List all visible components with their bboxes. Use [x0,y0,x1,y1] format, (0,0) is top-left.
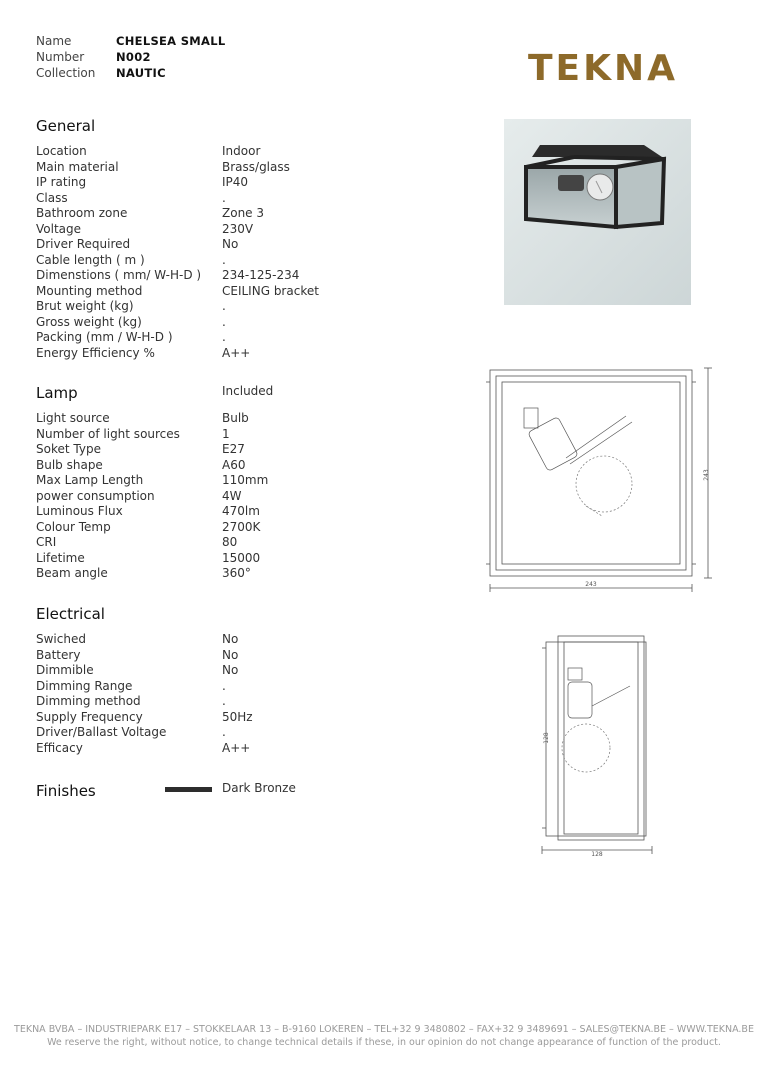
lamp-status: Included [222,384,274,398]
general-row-label: Dimenstions ( mm/ W-H-D ) [36,268,202,282]
general-row-value: Zone 3 [222,206,264,220]
general-row-value: No [222,237,239,251]
general-row-label: Packing (mm / W-H-D ) [36,330,173,344]
general-row-value: . [222,299,226,313]
electrical-row [36,710,336,726]
general-row-value: . [222,330,226,344]
dim-side-width: 128 [591,851,603,858]
lamp-row [36,504,336,520]
general-row [36,175,336,191]
electrical-row [36,648,336,664]
lamp-row-label: Soket Type [36,442,101,456]
lamp-row-value: 470lm [222,504,260,518]
lamp-row-value: 360° [222,566,251,580]
lamp-row-label: Luminous Flux [36,504,123,518]
electrical-row-label: Dimming Range [36,678,133,693]
lamp-row-value: 2700K [222,519,261,534]
lamp-row [36,473,336,489]
lamp-row-value: A60 [222,457,246,472]
general-row-label: Driver Required [36,237,131,251]
lamp-row-value: 110mm [222,473,269,487]
general-row-label: Brut weight (kg) [36,299,134,313]
collection-value: NAUTIC [116,66,166,80]
general-row [36,284,336,300]
electrical-row-value: No [222,647,239,662]
electrical-row-label: Driver/Ballast Voltage [36,725,167,739]
general-row [36,253,336,269]
general-row [36,206,336,222]
lamp-row-label: Bulb shape [36,457,103,472]
general-row-value: IP40 [222,175,249,189]
name-label: Name [36,34,72,48]
general-row [36,160,336,176]
lamp-row-label: Light source [36,411,110,425]
lamp-row-label: Colour Temp [36,519,111,534]
lamp-row [36,535,336,551]
lamp-row-label: power consumption [36,488,155,503]
dim-top-height: 243 [703,469,710,481]
electrical-row [36,725,336,741]
general-row-label: Class [36,190,68,205]
general-row [36,237,336,253]
electrical-row [36,632,336,648]
lamp-row-label: Max Lamp Length [36,473,144,487]
lamp-row [36,566,336,582]
general-row-label: Cable length ( m ) [36,252,145,267]
footer-disclaimer: We reserve the right, without notice, to change technical details if these, in our opinion do not change appearance of function of the product. [47,1037,721,1048]
general-row-value: 230V [222,221,254,236]
general-row-label: Bathroom zone [36,206,128,220]
footer-address: TEKNA BVBA – INDUSTRIEPARK E17 – STOKKELAAR 13 – B-9160 LOKEREN – TEL+32 9 3480802 – FAX+32 9 3489691 – SALES@TEKNA.BE – WWW.TEKNA.BE [14,1024,754,1035]
lamp-row [36,458,336,474]
general-row [36,191,336,207]
general-row-label: Main material [36,159,119,174]
electrical-row-label: Swiched [36,632,86,646]
lamp-row [36,551,336,567]
general-row-value: CEILING bracket [222,283,319,298]
general-row [36,330,336,346]
lamp-row [36,427,336,443]
general-row [36,315,336,331]
collection-label: Collection [36,66,96,80]
lamp-row-value: 15000 [222,550,261,565]
general-row-value: . [222,190,226,205]
general-row-label: Gross weight (kg) [36,314,142,329]
number-label: Number [36,50,85,64]
electrical-row-label: Dimmible [36,663,94,677]
name-value: CHELSEA SMALL [116,34,226,48]
lamp-row-value: 80 [222,535,238,549]
general-row-label: IP rating [36,175,87,189]
lamp-title: Lamp [36,384,78,402]
electrical-title: Electrical [36,605,105,623]
electrical-row-value: . [222,725,226,739]
electrical-row-label: Dimming method [36,694,141,708]
general-row-value: A++ [222,345,251,360]
finishes-title: Finishes [36,782,96,800]
lamp-row-value: Bulb [222,411,249,425]
lamp-row-value: E27 [222,442,245,456]
general-row-label: Location [36,144,87,158]
lamp-row-value: 1 [222,426,230,441]
general-row [36,222,336,238]
general-row-label: Energy Efficiency % [36,345,155,360]
general-row [36,299,336,315]
finish-swatch [165,787,212,792]
lamp-row-label: Lifetime [36,550,85,565]
general-row-value: . [222,314,226,329]
general-table [36,144,336,361]
general-row-value: . [222,252,226,267]
electrical-row-value: 50Hz [222,709,253,724]
electrical-row-value: . [222,678,226,693]
electrical-row-value: No [222,632,239,646]
general-row-value: 234-125-234 [222,268,300,282]
electrical-row-label: Efficacy [36,740,83,755]
general-row-label: Voltage [36,221,82,236]
general-row-value: Indoor [222,144,261,158]
electrical-row-value: . [222,694,226,708]
dim-side-height: 128 [543,732,550,744]
lamp-row-label: Number of light sources [36,426,180,441]
electrical-row [36,741,336,757]
side-view-drawing [538,628,656,862]
electrical-table [36,632,336,756]
lamp-table [36,411,336,582]
finish-value: Dark Bronze [222,781,296,795]
lamp-row-value: 4W [222,488,242,503]
general-row [36,268,336,284]
electrical-row-value: No [222,663,239,677]
general-row-value: Brass/glass [222,159,290,174]
electrical-row [36,694,336,710]
lamp-row [36,442,336,458]
lamp-row [36,520,336,536]
product-photo [504,119,691,305]
electrical-row [36,663,336,679]
general-row-label: Mounting method [36,283,143,298]
tekna-logo: TEKNA [528,48,679,89]
electrical-row-label: Battery [36,647,81,662]
lamp-row [36,489,336,505]
top-view-drawing [486,360,716,596]
general-row [36,144,336,160]
lamp-row [36,411,336,427]
number-value: N002 [116,50,151,64]
electrical-row-value: A++ [222,740,251,755]
lamp-row-label: CRI [36,535,57,549]
general-title: General [36,117,96,135]
electrical-row [36,679,336,695]
dim-top-width: 243 [585,581,597,588]
general-row [36,346,336,362]
lamp-row-label: Beam angle [36,566,108,580]
electrical-row-label: Supply Frequency [36,709,143,724]
